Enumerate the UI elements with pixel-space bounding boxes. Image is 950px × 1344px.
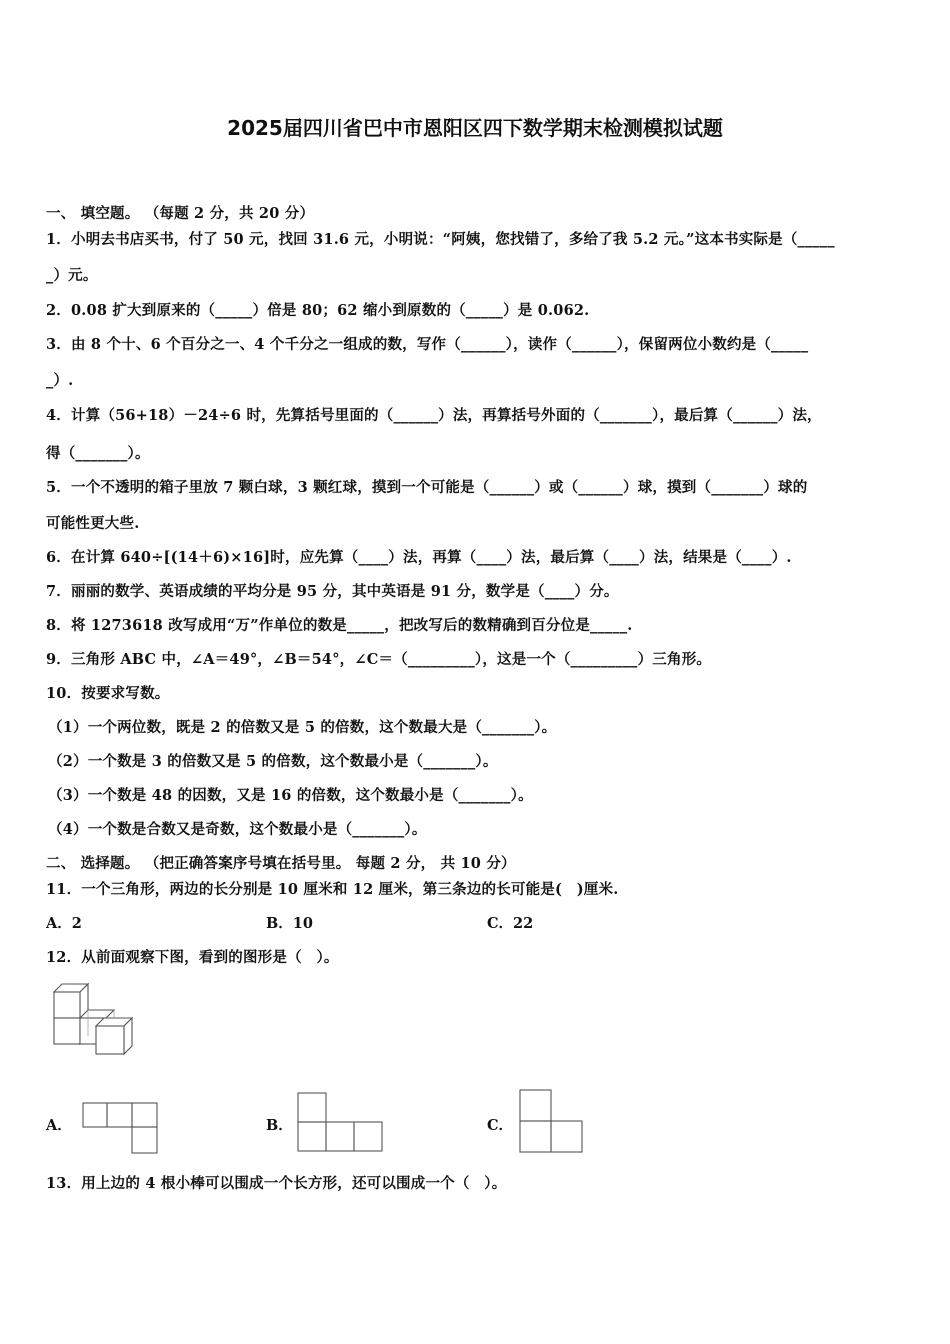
option-c-shape xyxy=(518,1088,588,1156)
question-11-option-b: B．10 xyxy=(266,915,313,932)
question-12: 12．从前面观察下图，看到的图形是（ ）。 xyxy=(46,949,339,966)
question-4-line1: 4．计算（56+18）－24÷6 时，先算括号里面的（______）法，再算括号外面的（_______），最后算（______）法， xyxy=(46,407,822,424)
question-3-line2: _）. xyxy=(46,372,74,389)
question-4-line2: 得（_______）。 xyxy=(46,445,150,462)
question-7: 7．丽丽的数学、英语成绩的平均分是 95 分，其中英语是 91 分，数学是（____）分。 xyxy=(46,583,619,600)
question-3-line1: 3．由 8 个十、6 个百分之一、4 个千分之一组成的数，写作（______），读作（______），保留两位小数约是（_____ xyxy=(46,336,809,353)
option-b-shape xyxy=(296,1092,386,1154)
page-title: 2025届四川省巴中市恩阳区四下数学期末检测模拟试题 xyxy=(227,116,723,140)
question-10-part-1: （1）一个两位数，既是 2 的倍数又是 5 的倍数，这个数最大是（_______）。 xyxy=(48,719,557,736)
section2-heading: 二、 选择题。 （把正确答案序号填在括号里。 每题 2 分， 共 10 分） xyxy=(46,855,516,872)
question-11-option-a: A．2 xyxy=(46,915,82,932)
question-12-option-a: A． xyxy=(46,1117,72,1134)
question-12-option-b: B． xyxy=(266,1117,293,1134)
question-1-line1: 1．小明去书店买书，付了 50 元，找回 31.6 元，小明说：“阿姨，您找错了，多给了我 5.2 元。”这本书实际是（_____ xyxy=(46,231,835,248)
question-11-option-c: C．22 xyxy=(487,915,534,932)
question-13: 13．用上边的 4 根小棒可以围成一个长方形，还可以围成一个（ ）。 xyxy=(46,1175,507,1192)
question-2: 2．0.08 扩大到原来的（_____）倍是 80；62 缩小到原数的（_____）是 0.062. xyxy=(46,302,590,319)
cube-stack-figure xyxy=(48,980,144,1058)
question-10-part-4: （4）一个数是合数又是奇数，这个数最小是（_______）。 xyxy=(48,821,427,838)
section1-heading: 一、 填空题。 （每题 2 分，共 20 分） xyxy=(46,205,315,222)
question-10-part-3: （3）一个数是 48 的因数，又是 16 的倍数，这个数最小是（_______）。 xyxy=(48,787,533,804)
question-11: 11．一个三角形，两边的长分别是 10 厘米和 12 厘米，第三条边的长可能是( )厘米. xyxy=(46,881,619,898)
question-12-option-c: C． xyxy=(487,1117,514,1134)
question-5-line1: 5．一个不透明的箱子里放 7 颗白球，3 颗红球，摸到一个可能是（______）或（______）球，摸到（_______）球的 xyxy=(46,479,808,496)
question-10-part-2: （2）一个数是 3 的倍数又是 5 的倍数，这个数最小是（_______）。 xyxy=(48,753,498,770)
question-10: 10．按要求写数。 xyxy=(46,685,170,702)
question-1-line2: _）元。 xyxy=(46,267,98,284)
question-5-line2: 可能性更大些. xyxy=(46,515,140,532)
question-6: 6．在计算 640÷[(14＋6)×16]时，应先算（____）法，再算（____）法，最后算（____）法，结果是（____）. xyxy=(46,549,792,566)
question-8: 8．将 1273618 改写成用“万”作单位的数是_____，把改写后的数精确到百分位是_____. xyxy=(46,617,633,634)
question-9: 9．三角形 ABC 中，∠A＝49°，∠B＝54°，∠C＝（_________），这是一个（_________）三角形。 xyxy=(46,651,712,668)
option-a-shape xyxy=(82,1102,160,1156)
